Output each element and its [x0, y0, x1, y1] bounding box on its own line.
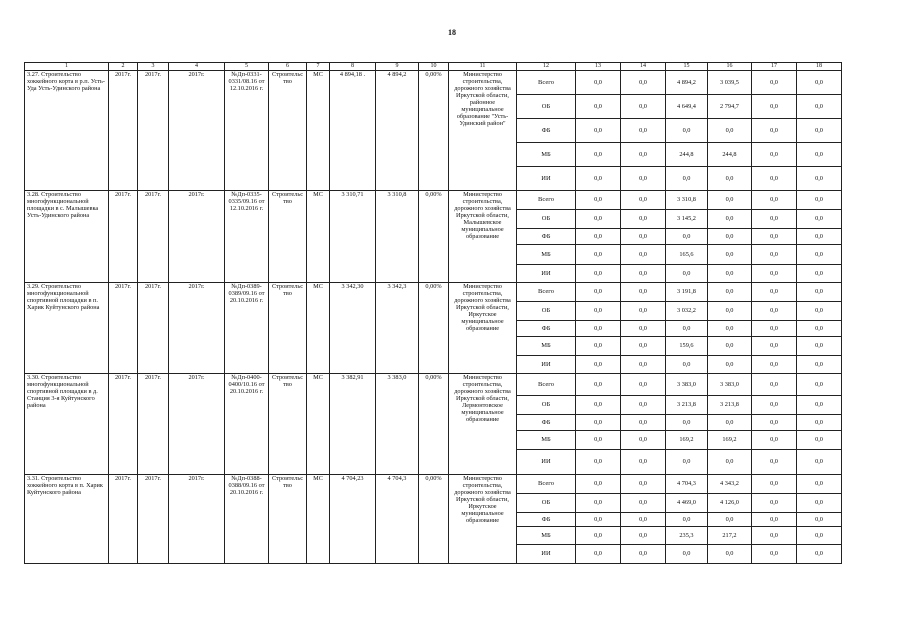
amount-c13: 0,0: [576, 71, 621, 95]
amount-c13: 0,0: [576, 210, 621, 229]
column-number-16: 16: [708, 63, 752, 71]
executor: Министерство строительства, дорожного хозяйства Иркутской области, Лермонтовское муниципальное образование: [449, 374, 517, 475]
amount-c17: 0,0: [752, 302, 797, 321]
amount-c17: 0,0: [752, 450, 797, 475]
amount-c14: 0,0: [621, 450, 666, 475]
estimated-cost: 4 704,23: [330, 475, 376, 564]
year-input: 2017г.: [169, 283, 225, 374]
amount-c13: 0,0: [576, 265, 621, 283]
funding-source: ОБ: [517, 210, 576, 229]
amount-c14: 0,0: [621, 229, 666, 245]
executor: Министерство строительства, дорожного хозяйства Иркутской области, Иркутское муниципальное образование: [449, 475, 517, 564]
amount-c18: 0,0: [797, 374, 842, 396]
amount-c13: 0,0: [576, 119, 621, 143]
amount-c13: 0,0: [576, 245, 621, 265]
amount-c16: 4 343,2: [708, 475, 752, 494]
amount-c14: 0,0: [621, 210, 666, 229]
estimated-cost: 3 342,30: [330, 283, 376, 374]
amount-c15: 4 649,4: [666, 95, 708, 119]
project-name: 3.30. Строительство многофункциональной спортивной площадки в д. Станция 3-я Куйтунского района: [25, 374, 109, 475]
amount-c15: 244,8: [666, 143, 708, 167]
column-number-2: 2: [109, 63, 138, 71]
amount-c18: 0,0: [797, 229, 842, 245]
amount-c17: 0,0: [752, 431, 797, 450]
column-number-9: 9: [376, 63, 419, 71]
contract-number: №Дп-0388-0388/09.16 от 20.10.2016 г.: [225, 475, 269, 564]
contract-number: №Дп-0335-0335/09.16 от 12.10.2016 г.: [225, 191, 269, 283]
amount-c13: 0,0: [576, 337, 621, 356]
year-end: 2017г.: [138, 71, 169, 191]
amount-c15: 3 383,0: [666, 374, 708, 396]
amount-c18: 0,0: [797, 494, 842, 513]
amount-c17: 0,0: [752, 265, 797, 283]
object-type: МС: [307, 191, 330, 283]
amount-c14: 0,0: [621, 191, 666, 210]
total-cost: 4 704,3: [376, 475, 419, 564]
amount-c14: 0,0: [621, 321, 666, 337]
funding-source: Всего: [517, 374, 576, 396]
funding-source: ОБ: [517, 302, 576, 321]
funding-source: Всего: [517, 283, 576, 302]
amount-c14: 0,0: [621, 396, 666, 415]
column-number-18: 18: [797, 63, 842, 71]
amount-c15: 165,6: [666, 245, 708, 265]
funding-source: МБ: [517, 143, 576, 167]
year-start: 2017г.: [109, 374, 138, 475]
amount-c15: 0,0: [666, 513, 708, 527]
amount-c18: 0,0: [797, 210, 842, 229]
year-end: 2017г.: [138, 475, 169, 564]
amount-c16: 0,0: [708, 513, 752, 527]
amount-c15: 0,0: [666, 450, 708, 475]
amount-c15: 3 310,8: [666, 191, 708, 210]
funding-source: ОБ: [517, 494, 576, 513]
amount-c15: 0,0: [666, 229, 708, 245]
amount-c15: 3 213,8: [666, 396, 708, 415]
amount-c13: 0,0: [576, 527, 621, 545]
total-cost: 3 310,8: [376, 191, 419, 283]
column-number-1: 1: [25, 63, 109, 71]
amount-c13: 0,0: [576, 494, 621, 513]
amount-c14: 0,0: [621, 302, 666, 321]
readiness-percent: 0,00%: [419, 283, 449, 374]
work-type: Строительство: [269, 283, 307, 374]
contract-number: №Дп-0400-0400/10.16 от 20.10.2016 г.: [225, 374, 269, 475]
funding-source: ФБ: [517, 229, 576, 245]
amount-c18: 0,0: [797, 143, 842, 167]
amount-c13: 0,0: [576, 374, 621, 396]
amount-c15: 4 704,3: [666, 475, 708, 494]
estimated-cost: 3 310,71: [330, 191, 376, 283]
column-number-4: 4: [169, 63, 225, 71]
work-type: Строительство: [269, 475, 307, 564]
table-row: [25, 374, 842, 396]
amount-c17: 0,0: [752, 337, 797, 356]
amount-c16: 244,8: [708, 143, 752, 167]
amount-c14: 0,0: [621, 356, 666, 374]
amount-c14: 0,0: [621, 415, 666, 431]
amount-c17: 0,0: [752, 321, 797, 337]
amount-c17: 0,0: [752, 527, 797, 545]
column-number-12: 12: [517, 63, 576, 71]
year-end: 2017г.: [138, 374, 169, 475]
amount-c14: 0,0: [621, 95, 666, 119]
amount-c14: 0,0: [621, 245, 666, 265]
table-row: [25, 71, 842, 95]
amount-c17: 0,0: [752, 119, 797, 143]
amount-c16: 169,2: [708, 431, 752, 450]
funding-source: Всего: [517, 191, 576, 210]
amount-c13: 0,0: [576, 283, 621, 302]
amount-c17: 0,0: [752, 95, 797, 119]
amount-c16: 0,0: [708, 229, 752, 245]
readiness-percent: 0,00%: [419, 374, 449, 475]
year-end: 2017г.: [138, 283, 169, 374]
amount-c14: 0,0: [621, 119, 666, 143]
amount-c16: 0,0: [708, 191, 752, 210]
amount-c16: 217,2: [708, 527, 752, 545]
amount-c15: 0,0: [666, 356, 708, 374]
amount-c17: 0,0: [752, 513, 797, 527]
year-input: 2017г.: [169, 71, 225, 191]
amount-c18: 0,0: [797, 396, 842, 415]
amount-c17: 0,0: [752, 374, 797, 396]
readiness-percent: 0,00%: [419, 71, 449, 191]
amount-c16: 0,0: [708, 265, 752, 283]
funding-source: МБ: [517, 337, 576, 356]
amount-c13: 0,0: [576, 545, 621, 564]
amount-c18: 0,0: [797, 245, 842, 265]
amount-c16: 0,0: [708, 245, 752, 265]
year-input: 2017г.: [169, 374, 225, 475]
table-row: [25, 283, 842, 302]
amount-c15: 3 191,8: [666, 283, 708, 302]
amount-c14: 0,0: [621, 494, 666, 513]
amount-c16: 3 383,0: [708, 374, 752, 396]
amount-c16: 0,0: [708, 356, 752, 374]
funding-source: ИИ: [517, 450, 576, 475]
work-type: Строительство: [269, 374, 307, 475]
funding-source: ФБ: [517, 321, 576, 337]
funding-source: Всего: [517, 475, 576, 494]
table-row: [25, 191, 842, 210]
amount-c15: 3 145,2: [666, 210, 708, 229]
amount-c17: 0,0: [752, 283, 797, 302]
year-end: 2017г.: [138, 191, 169, 283]
funding-source: ФБ: [517, 415, 576, 431]
year-start: 2017г.: [109, 283, 138, 374]
amount-c18: 0,0: [797, 450, 842, 475]
page-number: 18: [448, 28, 456, 37]
funding-source: ИИ: [517, 265, 576, 283]
funding-source: ФБ: [517, 513, 576, 527]
estimated-cost: 4 894,18 .: [330, 71, 376, 191]
amount-c16: 0,0: [708, 167, 752, 191]
amount-c16: 0,0: [708, 337, 752, 356]
amount-c17: 0,0: [752, 210, 797, 229]
table-row: [25, 475, 842, 494]
amount-c15: 0,0: [666, 119, 708, 143]
budget-table: [24, 62, 842, 564]
amount-c16: 3 039,5: [708, 71, 752, 95]
amount-c18: 0,0: [797, 356, 842, 374]
object-type: МС: [307, 71, 330, 191]
amount-c14: 0,0: [621, 545, 666, 564]
column-number-5: 5: [225, 63, 269, 71]
amount-c14: 0,0: [621, 374, 666, 396]
amount-c16: 0,0: [708, 283, 752, 302]
year-input: 2017г.: [169, 475, 225, 564]
amount-c17: 0,0: [752, 494, 797, 513]
amount-c18: 0,0: [797, 167, 842, 191]
amount-c15: 3 032,2: [666, 302, 708, 321]
amount-c14: 0,0: [621, 167, 666, 191]
funding-source: ФБ: [517, 119, 576, 143]
year-input: 2017г.: [169, 191, 225, 283]
column-number-14: 14: [621, 63, 666, 71]
amount-c15: 235,3: [666, 527, 708, 545]
year-start: 2017г.: [109, 191, 138, 283]
column-number-row: [25, 63, 842, 71]
amount-c15: 0,0: [666, 321, 708, 337]
amount-c15: 159,6: [666, 337, 708, 356]
amount-c14: 0,0: [621, 527, 666, 545]
amount-c18: 0,0: [797, 415, 842, 431]
amount-c17: 0,0: [752, 167, 797, 191]
column-number-7: 7: [307, 63, 330, 71]
amount-c18: 0,0: [797, 119, 842, 143]
amount-c13: 0,0: [576, 431, 621, 450]
amount-c13: 0,0: [576, 415, 621, 431]
contract-number: №Дп-0389-0389/09.16 от 20.10.2016 г.: [225, 283, 269, 374]
executor: Министерство строительства, дорожного хозяйства Иркутской области, Иркутское муниципальное образование: [449, 283, 517, 374]
estimated-cost: 3 382,91: [330, 374, 376, 475]
amount-c18: 0,0: [797, 302, 842, 321]
object-type: МС: [307, 283, 330, 374]
amount-c17: 0,0: [752, 191, 797, 210]
amount-c15: 4 469,0: [666, 494, 708, 513]
amount-c14: 0,0: [621, 513, 666, 527]
amount-c15: 0,0: [666, 265, 708, 283]
column-number-11: 11: [449, 63, 517, 71]
amount-c16: 0,0: [708, 415, 752, 431]
amount-c16: 0,0: [708, 119, 752, 143]
amount-c14: 0,0: [621, 71, 666, 95]
year-start: 2017г.: [109, 71, 138, 191]
amount-c16: 0,0: [708, 545, 752, 564]
amount-c13: 0,0: [576, 167, 621, 191]
amount-c15: 0,0: [666, 415, 708, 431]
contract-number: №Дп-0331-0331/08.16 от 12.10.2016 г.: [225, 71, 269, 191]
project-name: 3.28. Строительство многофункциональной площадки в с. Малышевка Усть-Удинского района: [25, 191, 109, 283]
amount-c18: 0,0: [797, 545, 842, 564]
amount-c14: 0,0: [621, 431, 666, 450]
amount-c17: 0,0: [752, 245, 797, 265]
project-name: 3.29. Строительство многофункциональной спортивной площадки в п. Харик Куйтунского района: [25, 283, 109, 374]
project-name: 3.27. Строительство хоккейного корта в р.п. Усть-Уда Усть-Удинского района: [25, 71, 109, 191]
amount-c17: 0,0: [752, 229, 797, 245]
amount-c16: 0,0: [708, 210, 752, 229]
readiness-percent: 0,00%: [419, 191, 449, 283]
amount-c13: 0,0: [576, 321, 621, 337]
amount-c17: 0,0: [752, 396, 797, 415]
project-name: 3.31. Строительство хоккейного корта в п. Харик Куйтунского района: [25, 475, 109, 564]
amount-c18: 0,0: [797, 321, 842, 337]
amount-c14: 0,0: [621, 475, 666, 494]
amount-c15: 0,0: [666, 167, 708, 191]
amount-c18: 0,0: [797, 265, 842, 283]
amount-c16: 4 126,0: [708, 494, 752, 513]
amount-c16: 2 794,7: [708, 95, 752, 119]
work-type: Строительство: [269, 71, 307, 191]
readiness-percent: 0,00%: [419, 475, 449, 564]
amount-c17: 0,0: [752, 415, 797, 431]
column-number-15: 15: [666, 63, 708, 71]
column-number-3: 3: [138, 63, 169, 71]
amount-c13: 0,0: [576, 450, 621, 475]
amount-c13: 0,0: [576, 356, 621, 374]
amount-c15: 0,0: [666, 545, 708, 564]
amount-c14: 0,0: [621, 283, 666, 302]
year-start: 2017г.: [109, 475, 138, 564]
funding-source: МБ: [517, 527, 576, 545]
amount-c13: 0,0: [576, 475, 621, 494]
amount-c13: 0,0: [576, 229, 621, 245]
amount-c16: 0,0: [708, 321, 752, 337]
object-type: МС: [307, 374, 330, 475]
amount-c18: 0,0: [797, 431, 842, 450]
amount-c18: 0,0: [797, 475, 842, 494]
funding-source: ИИ: [517, 356, 576, 374]
amount-c14: 0,0: [621, 337, 666, 356]
amount-c17: 0,0: [752, 143, 797, 167]
amount-c18: 0,0: [797, 95, 842, 119]
amount-c18: 0,0: [797, 71, 842, 95]
funding-source: ИИ: [517, 545, 576, 564]
amount-c18: 0,0: [797, 337, 842, 356]
amount-c17: 0,0: [752, 356, 797, 374]
amount-c17: 0,0: [752, 475, 797, 494]
amount-c14: 0,0: [621, 265, 666, 283]
amount-c15: 169,2: [666, 431, 708, 450]
executor: Министерство строительства, дорожного хозяйства Иркутской области, районное муниципальное образование "Усть-Удинский район": [449, 71, 517, 191]
amount-c13: 0,0: [576, 302, 621, 321]
funding-source: ИИ: [517, 167, 576, 191]
executor: Министерство строительства, дорожного хозяйства Иркутской области, Малышевское муниципальное образование: [449, 191, 517, 283]
column-number-10: 10: [419, 63, 449, 71]
work-type: Строительство: [269, 191, 307, 283]
amount-c16: 3 213,8: [708, 396, 752, 415]
amount-c16: 0,0: [708, 450, 752, 475]
total-cost: 3 342,3: [376, 283, 419, 374]
amount-c18: 0,0: [797, 513, 842, 527]
funding-source: ОБ: [517, 95, 576, 119]
column-number-6: 6: [269, 63, 307, 71]
amount-c15: 4 894,2: [666, 71, 708, 95]
funding-source: МБ: [517, 245, 576, 265]
amount-c17: 0,0: [752, 71, 797, 95]
funding-source: Всего: [517, 71, 576, 95]
column-number-17: 17: [752, 63, 797, 71]
amount-c13: 0,0: [576, 513, 621, 527]
amount-c13: 0,0: [576, 143, 621, 167]
column-number-13: 13: [576, 63, 621, 71]
amount-c13: 0,0: [576, 95, 621, 119]
object-type: МС: [307, 475, 330, 564]
amount-c18: 0,0: [797, 283, 842, 302]
amount-c17: 0,0: [752, 545, 797, 564]
amount-c14: 0,0: [621, 143, 666, 167]
amount-c13: 0,0: [576, 191, 621, 210]
funding-source: МБ: [517, 431, 576, 450]
total-cost: 4 894,2: [376, 71, 419, 191]
amount-c18: 0,0: [797, 527, 842, 545]
total-cost: 3 383,0: [376, 374, 419, 475]
funding-source: ОБ: [517, 396, 576, 415]
amount-c13: 0,0: [576, 396, 621, 415]
column-number-8: 8: [330, 63, 376, 71]
amount-c16: 0,0: [708, 302, 752, 321]
amount-c18: 0,0: [797, 191, 842, 210]
